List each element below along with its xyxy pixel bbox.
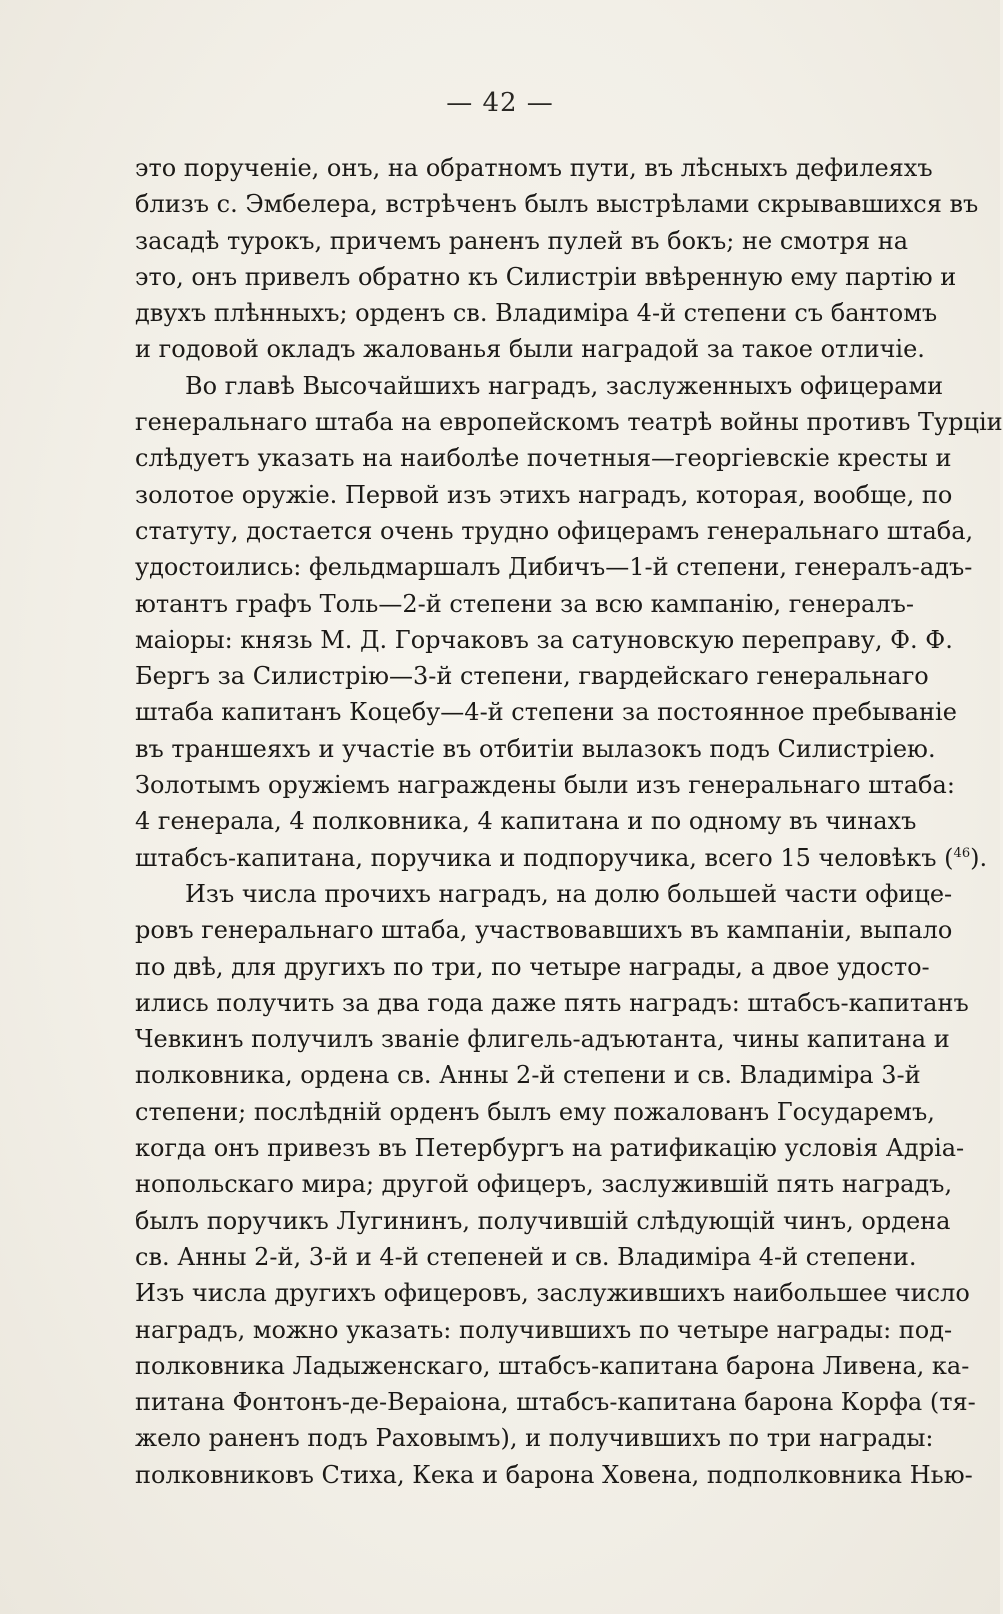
text-line: это порученіе, онъ, на обратномъ пути, въ лѣсныхъ дефилеяхъ — [135, 154, 933, 182]
text-line: ились получить за два года даже пять наградъ: штабсъ-капитанъ — [135, 988, 969, 1017]
text-line: Чевкинъ получилъ званіе флигель-адъютанта, чины капитана и — [135, 1025, 950, 1054]
text-line: въ траншеяхъ и участіе въ отбитіи вылазокъ подъ Силистріею. — [135, 734, 936, 763]
text-line: полковника Ладыженскаго, штабсъ-капитана барона Ливена, ка- — [135, 1351, 970, 1380]
text-line: штабсъ-капитана, поручика и подпоручика, всего 15 человѣкъ ( — [135, 843, 954, 872]
text-line: засадѣ турокъ, причемъ раненъ пулей въ бокъ; не смотря на — [135, 226, 909, 255]
text-line: близъ с. Эмбелера, встрѣченъ былъ выстрѣлами скрывавшихся въ — [135, 190, 979, 219]
text-line: Изъ числа прочихъ наградъ, на долю большей части офице- — [185, 879, 953, 908]
text-line: золотое оружіе. Первой изъ этихъ наградъ, которая, вообще, по — [135, 480, 953, 509]
text-line: питана Фонтонъ-де-Вераіона, штабсъ-капитана барона Корфа (тя- — [135, 1388, 976, 1417]
text-line: Во главѣ Высочайшихъ наградъ, заслуженныхъ офицерами — [185, 371, 944, 400]
text-line: полковниковъ Стиха, Кека и барона Ховена, подполковника Нью- — [135, 1460, 973, 1489]
text-line: 4 генерала, 4 полковника, 4 капитана и по одному въ чинахъ — [135, 807, 917, 836]
paragraph-1 — [135, 150, 979, 368]
page-number: — 42 — — [446, 88, 554, 118]
paragraph-2 — [135, 368, 1003, 876]
text-line: ютантъ графъ Толь—2-й степени за всю кампанію, генералъ- — [135, 589, 914, 618]
text-line: маіоры: князь М. Д. Горчаковъ за сатуновскую переправу, Ф. Ф. — [135, 625, 953, 654]
text-line: это, онъ привелъ обратно къ Силистріи ввѣренную ему партію и — [135, 262, 957, 291]
text-line: наградъ, можно указать: получившихъ по четыре награды: под- — [135, 1315, 953, 1344]
text-line: по двѣ, для другихъ по три, по четыре награды, а двое удосто- — [135, 952, 930, 981]
text-line: и годовой окладъ жалованья были наградой за такое отличіе. — [135, 335, 925, 364]
text-line: слѣдуетъ указать на наиболѣе почетныя—георгіевскіе кресты и — [135, 444, 952, 473]
text-line: когда онъ привезъ въ Петербургъ на ратификацію условія Адріа- — [135, 1134, 965, 1163]
text-line: св. Анны 2-й, 3-й и 4-й степеней и св. Владиміра 4-й степени. — [135, 1242, 917, 1271]
text-line: Золотымъ оружіемъ награждены были изъ генеральнаго штаба: — [135, 771, 955, 800]
text-line: жело раненъ подъ Раховымъ), и получившихъ по три награды: — [135, 1424, 934, 1453]
text-line-with-footnote — [135, 840, 988, 876]
text-line: Бергъ за Силистрію—3-й степени, гвардейскаго генеральнаго — [135, 662, 929, 691]
text-line: удостоились: фельдмаршалъ Дибичъ—1-й степени, генералъ-адъ- — [135, 553, 973, 582]
text-line: степени; послѣдній орденъ былъ ему пожалованъ Государемъ, — [135, 1097, 935, 1126]
text-line-end: ). — [970, 843, 988, 872]
text-line: былъ поручикъ Лугининъ, получившій слѣдующій чинъ, ордена — [135, 1206, 951, 1235]
text-line: Изъ числа другихъ офицеровъ, заслужившихъ наибольшее число — [135, 1279, 970, 1308]
text-line: полковника, ордена св. Анны 2-й степени и св. Владиміра 3-й — [135, 1061, 921, 1090]
text-line: статуту, достается очень трудно офицерамъ генеральнаго штаба, — [135, 516, 974, 545]
text-line: штаба капитанъ Коцебу—4-й степени за постоянное пребываніе — [135, 698, 957, 727]
body-text — [135, 150, 1003, 1493]
text-line: двухъ плѣнныхъ; орденъ св. Владиміра 4-й степени съ бантомъ — [135, 299, 938, 328]
text-line: генеральнаго штаба на европейскомъ театрѣ войны противъ Турціи — [135, 408, 1003, 437]
text-line: ровъ генеральнаго штаба, участвовавшихъ въ кампаніи, выпало — [135, 916, 953, 945]
footnote-reference: 46 — [953, 845, 971, 861]
text-line: нопольскаго мира; другой офицеръ, заслужившій пять наградъ, — [135, 1170, 953, 1199]
paragraph-3 — [135, 876, 976, 1493]
